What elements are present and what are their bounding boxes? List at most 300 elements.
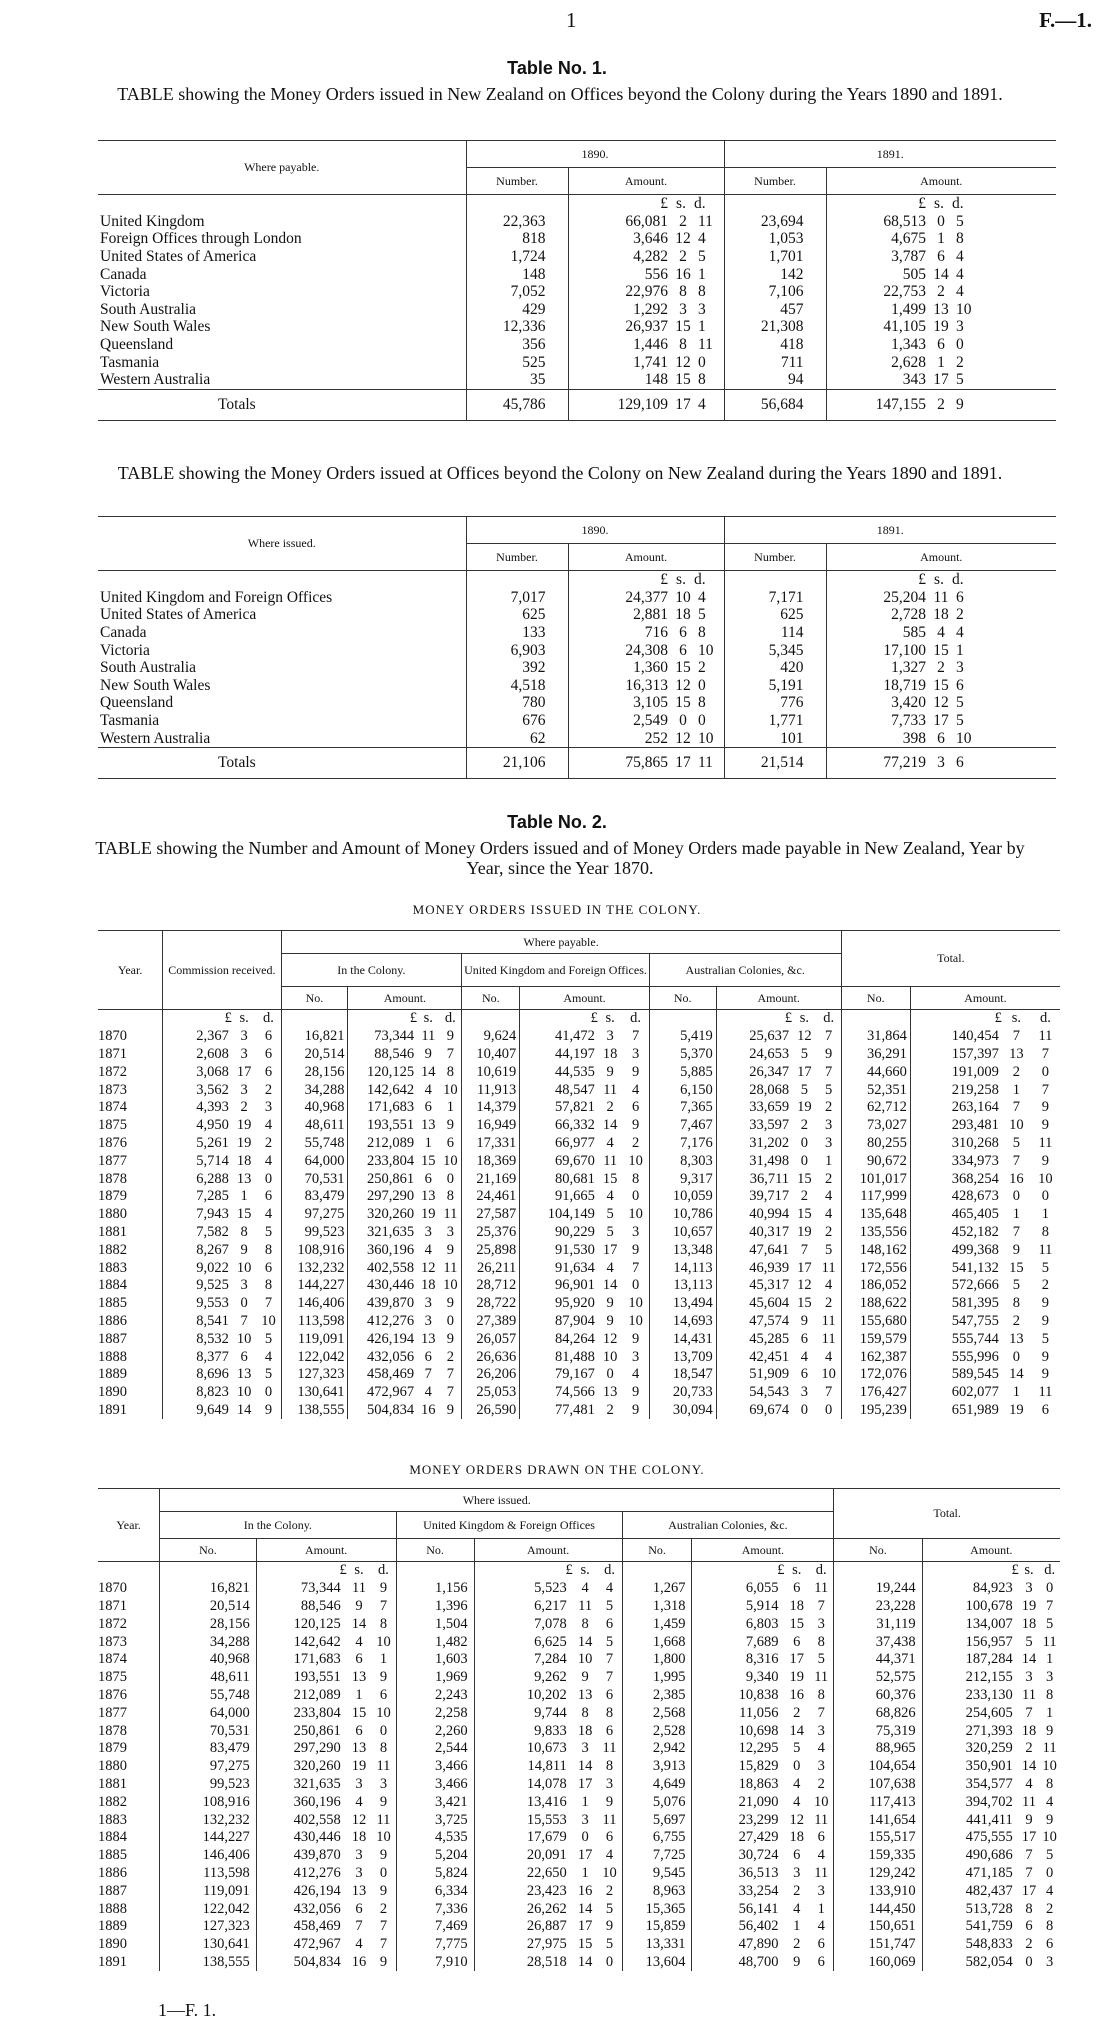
- cell-value: 91,530: [520, 1241, 598, 1259]
- cell-value: 2,549: [568, 712, 668, 730]
- cell-value: 490,686: [922, 1847, 1019, 1865]
- cell-value: 22,976: [568, 283, 668, 301]
- cell-value: 5: [956, 712, 964, 730]
- cell-value: 7: [1025, 1704, 1033, 1721]
- cell-value: 9: [446, 1295, 454, 1312]
- cell-value: 572,666: [910, 1277, 1002, 1295]
- cell-value: 13: [351, 1882, 367, 1899]
- cell-value: 11: [698, 212, 713, 230]
- cell-value: 2: [698, 659, 706, 677]
- cell-value: 27,389: [462, 1313, 520, 1331]
- cell-value: 5,076: [622, 1793, 692, 1811]
- cell-value: 398: [826, 729, 926, 747]
- table-row: [98, 1918, 1060, 1936]
- cell-value: 60,376: [834, 1687, 922, 1705]
- cell-value: 10,673: [474, 1740, 573, 1758]
- cell-value: 141,654: [834, 1811, 922, 1829]
- table-row: [98, 1152, 1060, 1170]
- spacer-cell: [466, 571, 568, 589]
- cell-value: 10: [956, 729, 972, 747]
- cell-value: 6: [355, 1722, 363, 1739]
- cell-value: 12: [421, 1259, 436, 1276]
- cell-value: 13,416: [474, 1793, 573, 1811]
- cell-value: 2: [446, 1348, 454, 1365]
- cell-value: 3: [605, 1775, 614, 1792]
- cell-value: 4: [956, 624, 964, 642]
- cell-value: 14: [1021, 1758, 1037, 1775]
- cell-value: 18,863: [692, 1776, 785, 1794]
- cell-value: 11: [376, 1811, 391, 1828]
- cell-value: 12: [797, 1277, 812, 1294]
- cell-value: 14: [1021, 1651, 1037, 1668]
- cell-value: 14: [1009, 1366, 1024, 1383]
- table-row: [98, 1847, 1060, 1865]
- cell-value: 41,472: [520, 1028, 598, 1046]
- cell-value: 8: [605, 1758, 614, 1775]
- cell-value: 18: [577, 1722, 593, 1739]
- cell-value: 602,077: [910, 1384, 1002, 1402]
- cell-value: 64,000: [281, 1152, 348, 1170]
- cell-value: 219,258: [910, 1081, 1002, 1099]
- cell-value: 4,675: [826, 230, 926, 248]
- cell-value: 4,518: [466, 677, 568, 695]
- cell-value: 9,262: [474, 1669, 573, 1687]
- cell-value: 8: [698, 371, 706, 389]
- cell-value: 3,466: [396, 1776, 474, 1794]
- year-label: 1871: [98, 1045, 127, 1062]
- cell-value: 36,291: [841, 1046, 910, 1064]
- cell-value: 73,344: [348, 1028, 417, 1046]
- year-label: 1886: [98, 1864, 127, 1881]
- cell-value: 1,446: [568, 336, 668, 354]
- cell-value: 10: [261, 1312, 276, 1329]
- table-row: [98, 1135, 1060, 1153]
- page-footer: 1—F. 1.: [158, 2000, 217, 2020]
- cell-value: 418: [724, 336, 826, 354]
- cell-value: 117,413: [834, 1793, 922, 1811]
- cell-value: 15: [933, 676, 949, 694]
- table-row: [98, 1615, 1060, 1633]
- cell-value: 3: [240, 1081, 248, 1098]
- cell-value: 9: [446, 1330, 454, 1347]
- cell-value: 10,059: [649, 1188, 716, 1206]
- cell-value: 7: [1012, 1099, 1020, 1116]
- cell-value: 2: [825, 1170, 833, 1187]
- table-row: [98, 1793, 1060, 1811]
- cell-value: 9: [1041, 1295, 1050, 1312]
- cell-value: 14: [602, 1277, 618, 1294]
- cell-value: 28,518: [474, 1954, 573, 1972]
- cell-value: 1,724: [466, 248, 568, 266]
- cell-value: 15,553: [474, 1811, 573, 1829]
- col-number: Number.: [724, 168, 826, 195]
- cell-value: 439,870: [256, 1847, 346, 1865]
- year-label: 1887: [98, 1882, 127, 1899]
- cell-value: 250,861: [256, 1722, 346, 1740]
- cell-value: 3: [817, 1722, 825, 1739]
- table1b: [98, 516, 1056, 779]
- year-label: 1874: [98, 1651, 127, 1668]
- cell-value: 4,950: [163, 1117, 232, 1135]
- cell-value: 64,000: [160, 1704, 257, 1722]
- cell-value: 426,194: [256, 1882, 346, 1900]
- year-label: 1886: [98, 1312, 127, 1329]
- total-value: 77,219: [826, 747, 926, 778]
- cell-value: 66,977: [520, 1135, 598, 1153]
- cell-value: 14: [789, 1722, 805, 1739]
- cell-value: 74,566: [520, 1384, 598, 1402]
- cell-value: 133: [466, 624, 568, 642]
- cell-value: 5: [698, 606, 706, 624]
- cell-value: 394,702: [922, 1793, 1019, 1811]
- cell-value: 10,838: [692, 1687, 785, 1705]
- cell-value: 3: [355, 1847, 363, 1864]
- cell-value: 23,299: [692, 1811, 785, 1829]
- col-no: No.: [649, 987, 716, 1010]
- shilling-symbol: s.: [792, 1562, 802, 1579]
- cell-value: 2: [817, 1775, 825, 1792]
- cell-value: 148: [466, 265, 568, 283]
- table-row: [98, 1811, 1060, 1829]
- row-label: Canada: [100, 624, 147, 642]
- cell-value: 5: [264, 1330, 273, 1347]
- cell-value: 555,744: [910, 1330, 1002, 1348]
- cell-value: 9: [631, 1063, 640, 1080]
- cell-value: 5,345: [724, 641, 826, 659]
- col-commission: Commission received.: [163, 931, 281, 1010]
- cell-value: 6: [937, 336, 945, 354]
- cell-value: 69,670: [520, 1152, 598, 1170]
- total-value: 3: [937, 754, 945, 772]
- year-1890: 1890.: [466, 517, 724, 544]
- cell-value: 7: [1041, 1045, 1050, 1062]
- cell-value: 9: [1046, 1811, 1054, 1828]
- col-uk: United Kingdom & Foreign Offices: [396, 1512, 622, 1539]
- cell-value: 8: [1025, 1900, 1033, 1917]
- table-row: [98, 1598, 1060, 1616]
- cell-value: 17: [577, 1775, 593, 1792]
- cell-value: 10,698: [692, 1722, 785, 1740]
- year-label: 1873: [98, 1081, 127, 1098]
- cell-value: 26,590: [462, 1402, 520, 1420]
- table-row: [98, 265, 1056, 283]
- cell-value: 122,042: [281, 1348, 348, 1366]
- cell-value: 172,556: [841, 1259, 910, 1277]
- cell-value: 3: [679, 300, 687, 318]
- year-label: 1880: [98, 1758, 127, 1775]
- cell-value: 8: [698, 624, 706, 642]
- cell-value: 426,194: [348, 1330, 417, 1348]
- cell-value: 4: [264, 1152, 273, 1169]
- cell-value: 368,254: [910, 1170, 1002, 1188]
- cell-value: 9,317: [649, 1170, 716, 1188]
- cell-value: 7,285: [163, 1188, 232, 1206]
- cell-value: 7,469: [396, 1918, 474, 1936]
- col-number: Number.: [466, 168, 568, 195]
- cell-value: 9: [1046, 1722, 1054, 1739]
- year-label: 1877: [98, 1704, 127, 1721]
- table-row: [98, 1330, 1060, 1348]
- cell-value: 14,431: [649, 1330, 716, 1348]
- cell-value: 14: [351, 1615, 367, 1632]
- totals-label: Totals: [218, 396, 256, 414]
- total-value: 11: [698, 754, 713, 772]
- cell-value: 1,504: [396, 1615, 474, 1633]
- cell-value: 36,513: [692, 1865, 785, 1883]
- cell-value: 11: [1042, 1740, 1057, 1757]
- cell-value: 212,155: [922, 1669, 1019, 1687]
- cell-value: 4: [937, 624, 945, 642]
- cell-value: 6: [424, 1099, 432, 1116]
- year-label: 1882: [98, 1793, 127, 1810]
- cell-value: 10: [698, 641, 714, 659]
- cell-value: 5: [956, 694, 964, 712]
- cell-value: 95,920: [520, 1295, 598, 1313]
- cell-value: 0: [800, 1401, 808, 1418]
- cell-value: 4: [825, 1348, 833, 1365]
- cell-value: 17: [602, 1241, 618, 1258]
- cell-value: 3,725: [396, 1811, 474, 1829]
- table2a: [98, 930, 1060, 1419]
- cell-value: 10,786: [649, 1206, 716, 1224]
- cell-value: 23,228: [834, 1598, 922, 1616]
- cell-value: 18: [789, 1829, 805, 1846]
- cell-value: 14,078: [474, 1776, 573, 1794]
- year-label: 1878: [98, 1722, 127, 1739]
- cell-value: 9: [800, 1312, 808, 1329]
- cell-value: 9: [1041, 1366, 1050, 1383]
- cell-value: 10: [602, 1864, 617, 1881]
- table-row: [98, 1882, 1060, 1900]
- cell-value: 2: [606, 1401, 614, 1418]
- cell-value: 6: [446, 1134, 454, 1151]
- cell-value: 10: [443, 1152, 458, 1169]
- table-row: [98, 353, 1056, 371]
- table-row: [98, 1669, 1060, 1687]
- cell-value: 7: [631, 1259, 640, 1276]
- cell-value: 80,681: [520, 1170, 598, 1188]
- cell-value: 3,421: [396, 1793, 474, 1811]
- cell-value: 4: [698, 230, 706, 248]
- cell-value: 45,285: [716, 1330, 792, 1348]
- shilling-symbol: s.: [676, 195, 686, 213]
- cell-value: 11: [814, 1580, 829, 1597]
- year-label: 1888: [98, 1348, 127, 1365]
- cell-value: 28,156: [160, 1615, 257, 1633]
- cell-value: 15,365: [622, 1900, 692, 1918]
- cell-value: 15: [675, 659, 691, 677]
- cell-value: 320,260: [348, 1206, 417, 1224]
- cell-value: 26,937: [568, 318, 668, 336]
- cell-value: 3: [631, 1223, 640, 1240]
- cell-value: 4: [793, 1900, 801, 1917]
- cell-value: 392: [466, 659, 568, 677]
- cell-value: 350,901: [922, 1758, 1019, 1776]
- year-label: 1890: [98, 1384, 127, 1401]
- cell-value: 17,331: [462, 1135, 520, 1153]
- cell-value: 4: [424, 1241, 432, 1258]
- cell-value: 581,395: [910, 1295, 1002, 1313]
- cell-value: 9: [1041, 1152, 1050, 1169]
- cell-value: 25,376: [462, 1224, 520, 1242]
- year-label: 1881: [98, 1223, 127, 1240]
- cell-value: 11: [443, 1206, 458, 1223]
- cell-value: 8,532: [163, 1330, 232, 1348]
- cell-value: 7: [1041, 1081, 1050, 1098]
- cell-value: 5: [800, 1045, 808, 1062]
- cell-value: 33,659: [716, 1099, 792, 1117]
- cell-value: 22,650: [474, 1865, 573, 1883]
- cell-value: 1,360: [568, 659, 668, 677]
- table-row: [98, 283, 1056, 301]
- cell-value: 11: [1022, 1793, 1037, 1810]
- cell-value: 6: [800, 1366, 808, 1383]
- year-label: 1870: [98, 1580, 127, 1597]
- cell-value: 4: [825, 1277, 833, 1294]
- cell-value: 41,105: [826, 318, 926, 336]
- shilling-symbol: s.: [1011, 1010, 1021, 1027]
- cell-value: 18: [675, 606, 691, 624]
- cell-value: 19,244: [834, 1580, 922, 1598]
- cell-value: 475,555: [922, 1829, 1019, 1847]
- cell-value: 716: [568, 624, 668, 642]
- cell-value: 360,196: [348, 1241, 417, 1259]
- row-label: Foreign Offices through London: [100, 230, 302, 248]
- cell-value: 0: [631, 1188, 640, 1205]
- cell-value: 4: [956, 248, 964, 266]
- cell-value: 5: [1041, 1330, 1050, 1347]
- cell-value: 13: [421, 1188, 436, 1205]
- cell-value: 15: [675, 371, 691, 389]
- cell-value: 14,693: [649, 1313, 716, 1331]
- cell-value: 5,261: [163, 1135, 232, 1153]
- shilling-symbol: s.: [934, 571, 944, 589]
- cell-value: 3,787: [826, 248, 926, 266]
- table-row: [98, 1224, 1060, 1242]
- cell-value: 5: [825, 1241, 833, 1258]
- cell-value: 19: [351, 1758, 367, 1775]
- cell-value: 432,056: [256, 1900, 346, 1918]
- cell-value: 51,909: [716, 1366, 792, 1384]
- col-amount: Amount.: [910, 987, 1060, 1010]
- cell-value: 1,343: [826, 336, 926, 354]
- cell-value: 420: [724, 659, 826, 677]
- col-total: Total.: [834, 1489, 1060, 1539]
- cell-value: 452,182: [910, 1224, 1002, 1242]
- cell-value: 14: [421, 1063, 436, 1080]
- cell-value: 104,149: [520, 1206, 598, 1224]
- cell-value: 3: [1025, 1669, 1033, 1686]
- cell-value: 8: [264, 1241, 273, 1258]
- col-amount: Amount.: [348, 987, 462, 1010]
- cell-value: 625: [724, 606, 826, 624]
- year-label: 1885: [98, 1847, 127, 1864]
- cell-value: 8: [379, 1740, 388, 1757]
- cell-value: 6: [605, 1829, 614, 1846]
- shilling-symbol: s.: [239, 1010, 249, 1027]
- cell-value: 334,973: [910, 1152, 1002, 1170]
- pound-symbol: £: [474, 1562, 573, 1580]
- cell-value: 7: [1025, 1864, 1033, 1881]
- cell-value: 10: [236, 1259, 252, 1276]
- cell-value: 2: [825, 1099, 833, 1116]
- cell-value: 2: [679, 248, 687, 266]
- cell-value: 7: [446, 1366, 454, 1383]
- cell-value: 104,654: [834, 1758, 922, 1776]
- cell-value: 0: [379, 1722, 388, 1739]
- year-label: 1887: [98, 1330, 127, 1347]
- row-label: United States of America: [100, 248, 257, 266]
- cell-value: 10,407: [462, 1046, 520, 1064]
- cell-value: 17,100: [826, 641, 926, 659]
- cell-value: 14: [577, 1900, 593, 1917]
- cell-value: 6: [264, 1063, 273, 1080]
- cell-value: 2: [825, 1223, 833, 1240]
- table-row: [98, 336, 1056, 354]
- cell-value: 0: [1012, 1188, 1020, 1205]
- cell-value: 482,437: [922, 1882, 1019, 1900]
- year-label: 1889: [98, 1918, 127, 1935]
- cell-value: 8,303: [649, 1152, 716, 1170]
- cell-value: 18: [1021, 1722, 1037, 1739]
- cell-value: 6: [264, 1188, 273, 1205]
- cell-value: 4: [825, 1206, 833, 1223]
- cell-value: 11: [1038, 1384, 1053, 1401]
- cell-value: 7,052: [466, 283, 568, 301]
- cell-value: 1,396: [396, 1598, 474, 1616]
- total-value: 21,106: [466, 747, 568, 778]
- cell-value: 11: [814, 1864, 829, 1881]
- table-row: [98, 1936, 1060, 1954]
- cell-value: 505: [826, 265, 926, 283]
- year-label: 1881: [98, 1775, 127, 1792]
- cell-value: 9: [1041, 1099, 1050, 1116]
- cell-value: 12,336: [466, 318, 568, 336]
- spacer-cell: [98, 1010, 163, 1028]
- spacer-cell: [98, 195, 466, 213]
- cell-value: 90,672: [841, 1152, 910, 1170]
- cell-value: 21,090: [692, 1793, 785, 1811]
- shilling-symbol: s.: [354, 1562, 364, 1579]
- cell-value: 2,528: [622, 1722, 692, 1740]
- cell-value: 150,651: [834, 1918, 922, 1936]
- cell-value: 8: [956, 230, 964, 248]
- cell-value: 10,619: [462, 1063, 520, 1081]
- cell-value: 12: [675, 353, 691, 371]
- cell-value: 9: [379, 1847, 388, 1864]
- cell-value: 1: [424, 1134, 432, 1151]
- cell-value: 2: [1012, 1312, 1020, 1329]
- cell-value: 1,603: [396, 1651, 474, 1669]
- cell-value: 7,467: [649, 1117, 716, 1135]
- cell-value: 15: [789, 1615, 805, 1632]
- cell-value: 0: [446, 1170, 454, 1187]
- cell-value: 27,429: [692, 1829, 785, 1847]
- cell-value: 30,094: [649, 1402, 716, 1420]
- year-label: 1874: [98, 1099, 127, 1116]
- cell-value: 556: [568, 265, 668, 283]
- col-where: Where issued.: [98, 517, 466, 571]
- cell-value: 52,575: [834, 1669, 922, 1687]
- cell-value: 14: [933, 265, 949, 283]
- cell-value: 5: [956, 371, 964, 389]
- cell-value: 6,755: [622, 1829, 692, 1847]
- cell-value: 6: [355, 1651, 363, 1668]
- cell-value: 3: [956, 659, 964, 677]
- cell-value: 356: [466, 336, 568, 354]
- year-label: 1885: [98, 1295, 127, 1312]
- cell-value: 40,317: [716, 1224, 792, 1242]
